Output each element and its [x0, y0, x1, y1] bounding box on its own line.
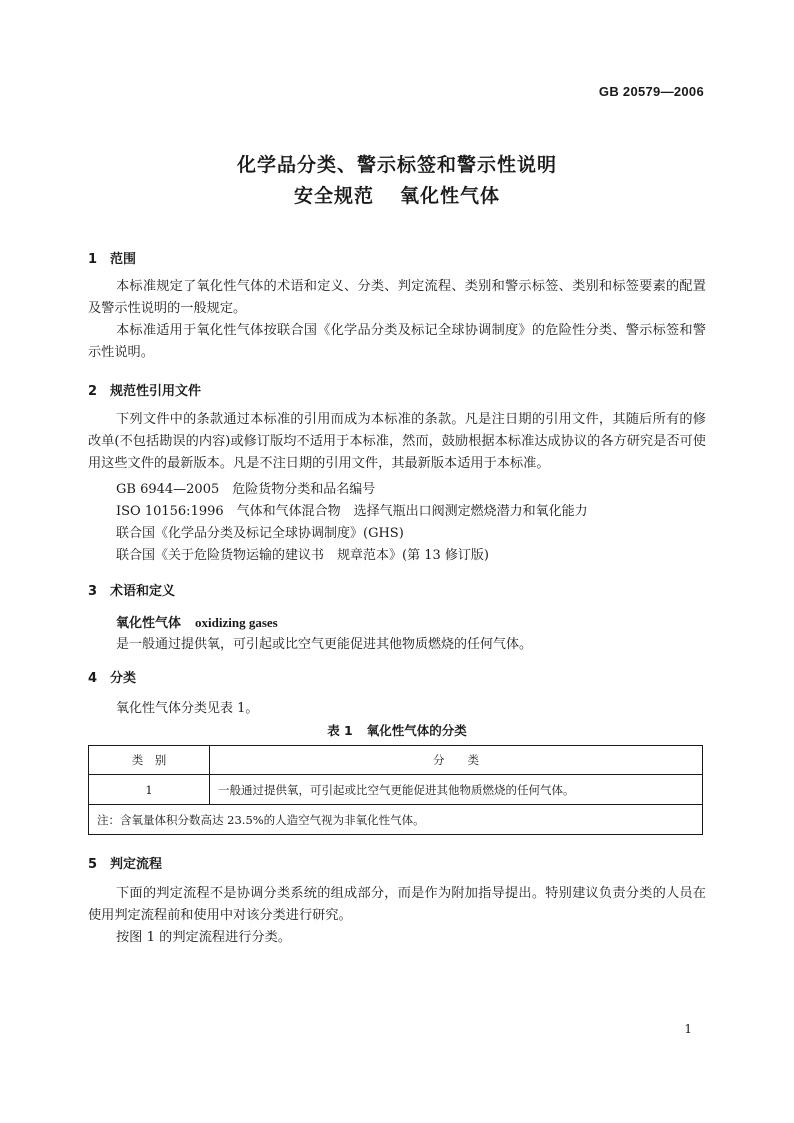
cell-criteria: 一般通过提供氧，可引起或比空气更能促进其他物质燃烧的任何气体。: [210, 775, 703, 805]
term-definition: 是一般通过提供氧，可引起或比空气更能促进其他物质燃烧的任何气体。: [116, 637, 533, 652]
section-heading-decision-logic: [88, 853, 162, 872]
classification-paragraph: 氧化性气体分类见表 1。: [116, 701, 259, 716]
section-title: 分类: [110, 671, 137, 686]
header-classification: 分 类: [210, 746, 703, 775]
page-number: 1: [684, 1022, 692, 1036]
scope-paragraph-1: 本标准规定了氧化性气体的术语和定义、分类、判定流程、类别和警示标签、类别和标签要素的配置及警示性说明的一般规定。: [88, 279, 706, 316]
reference-item: 联合国《关于危险货物运输的建议书 规章范本》(第 13 修订版): [116, 548, 489, 563]
document-title-line1: 化学品分类、警示标签和警示性说明: [236, 154, 557, 176]
title-part-a: 安全规范: [293, 185, 374, 207]
section-number: 2: [88, 384, 98, 399]
table-title: 氧化性气体的分类: [366, 723, 467, 738]
reference-item: ISO 10156:1996 气体和气体混合物 选择气瓶出口阀测定燃烧潜力和氧化能力: [116, 504, 588, 519]
term-entry: [116, 612, 278, 631]
cell-category: 1: [89, 775, 210, 805]
table-note: 注：含氧量体积分数高达 23.5%的人造空气视为非氧化性气体。: [89, 805, 703, 835]
section-title: 判定流程: [110, 857, 163, 872]
classification-table: [88, 745, 703, 835]
section-title: 范围: [110, 252, 137, 267]
decision-logic-paragraph-2: 按图 1 的判定流程进行分类。: [116, 930, 292, 945]
section-heading-terms: [88, 580, 175, 599]
standard-code: GB 20579—2006: [598, 84, 704, 99]
section-heading-scope: [88, 248, 136, 267]
section-number: 4: [88, 671, 98, 686]
header-category: 类 别: [89, 746, 210, 775]
section-number: 1: [88, 252, 98, 267]
section-number: 3: [88, 584, 98, 599]
table-number: 表 1: [327, 723, 353, 738]
table-row: [89, 775, 703, 805]
table-header-row: [89, 746, 703, 775]
reference-item: 联合国《化学品分类及标记全球协调制度》(GHS): [116, 526, 404, 541]
table-caption: [0, 721, 794, 739]
scope-paragraph-2: 本标准适用于氧化性气体按联合国《化学品分类及标记全球协调制度》的危险性分类、警示标签和警示性说明。: [88, 323, 706, 360]
references-paragraph: 下列文件中的条款通过本标准的引用而成为本标准的条款。凡是注日期的引用文件，其随后所有的修改单(不包括勘误的内容)或修订版均不适用于本标准，然而，鼓励根据本标准达成协议的各方研究是否可使用这些文件的最新版本。凡是不注日期的引用文件，其最新版本适用于本标准。: [88, 412, 706, 471]
section-heading-normative-references: [88, 380, 201, 399]
section-number: 5: [88, 857, 98, 872]
section-heading-classification: [88, 667, 136, 686]
section-title: 术语和定义: [110, 584, 176, 599]
term-english: oxidizing gases: [195, 615, 278, 630]
term-chinese: 氧化性气体: [116, 616, 182, 631]
section-title: 规范性引用文件: [110, 384, 202, 399]
decision-logic-paragraph-1: 下面的判定流程不是协调分类系统的组成部分，而是作为附加指导提出。特别建议负责分类的人员在使用判定流程前和使用中对该分类进行研究。: [88, 886, 706, 923]
table-note-row: [89, 805, 703, 835]
document-title-line2: [0, 181, 794, 208]
reference-item: GB 6944—2005 危险货物分类和品名编号: [116, 482, 376, 497]
title-part-b: 氧化性气体: [400, 185, 501, 207]
